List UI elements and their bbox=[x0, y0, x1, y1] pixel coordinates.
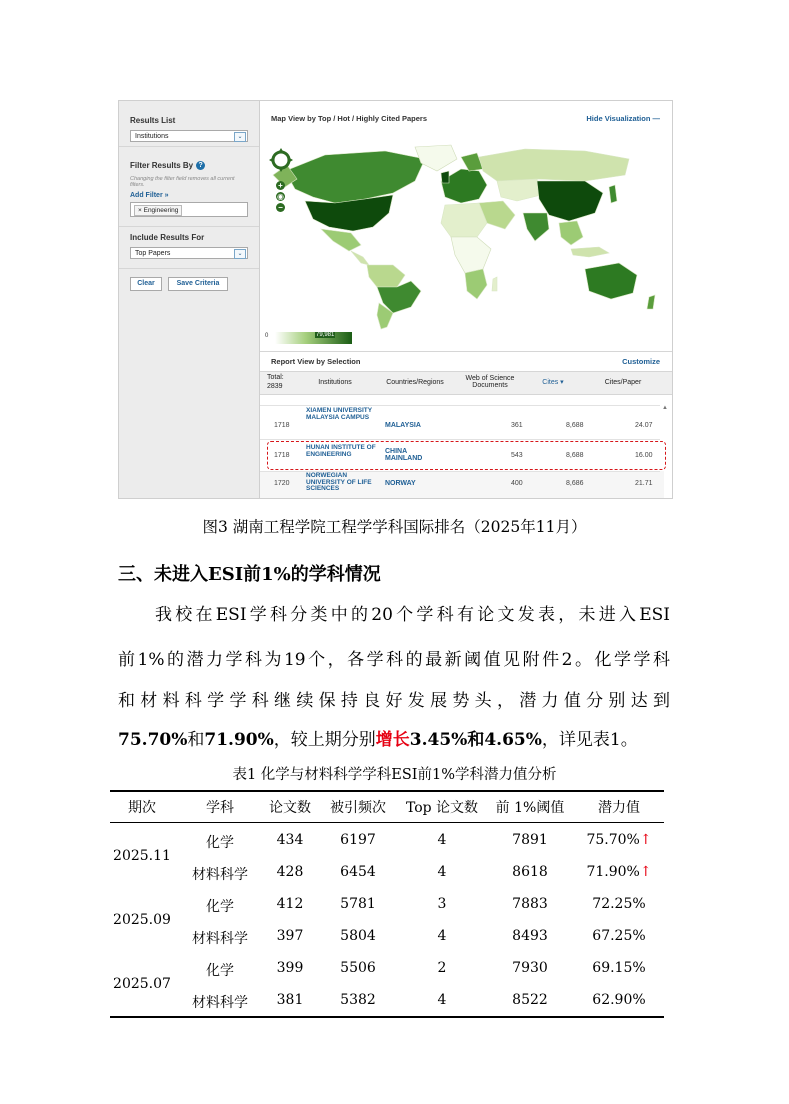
period-cell: 2025.07 bbox=[113, 976, 171, 992]
top-cell: 4 bbox=[437, 832, 447, 848]
cites-cell: 6454 bbox=[340, 864, 376, 880]
row1-cites-per-paper: 24.07 bbox=[635, 422, 653, 429]
mat-potential: 71.90% bbox=[204, 730, 274, 750]
papers-cell: 399 bbox=[276, 960, 304, 976]
chem-growth: 3.45% bbox=[409, 730, 468, 750]
row2-institution[interactable]: HUNAN INSTITUTE OF ENGINEERING bbox=[306, 444, 376, 458]
add-filter-link[interactable]: Add Filter » bbox=[130, 192, 169, 199]
total-label-text: Total: bbox=[267, 374, 284, 381]
map-region-madagascar bbox=[492, 277, 497, 291]
sidebar bbox=[119, 101, 260, 498]
filter-chip-box bbox=[130, 202, 248, 217]
map-region-southeast-asia bbox=[559, 221, 583, 245]
map-region-central-asia bbox=[497, 179, 541, 201]
cites-cell: 6197 bbox=[340, 832, 376, 848]
total-value: 2839 bbox=[267, 383, 283, 390]
include-select[interactable] bbox=[130, 247, 248, 259]
report-title: Report View by Selection bbox=[271, 357, 361, 366]
hide-visualization-label: Hide Visualization bbox=[586, 114, 651, 123]
row3-country[interactable]: NORWAY bbox=[385, 480, 416, 487]
top-cell: 4 bbox=[437, 992, 447, 1008]
subject-cell: 化学 bbox=[206, 963, 234, 979]
hide-visualization-link[interactable] bbox=[586, 114, 660, 123]
potential-cell: 67.25% bbox=[592, 928, 646, 944]
remove-icon[interactable]: × bbox=[138, 207, 142, 214]
paragraph-line-2: 前1%的潜力学科为19个，各学科的最新阈值见附件2。化学学科 bbox=[118, 650, 670, 670]
row2-cites: 8,688 bbox=[566, 452, 584, 459]
filter-label bbox=[130, 161, 205, 170]
row3-cites-per-paper: 21.71 bbox=[635, 480, 653, 487]
table-header-rule bbox=[110, 822, 664, 823]
map-region-uk bbox=[441, 171, 449, 183]
chevron-down-icon[interactable]: ⌄ bbox=[234, 132, 246, 142]
row3-cites: 8,686 bbox=[566, 480, 584, 487]
map-region-mexico bbox=[321, 229, 361, 251]
text-compared: ，较上期分别 bbox=[273, 730, 376, 750]
potential-value: 71.90% bbox=[586, 864, 640, 880]
scroll-up-icon[interactable]: ▲ bbox=[662, 405, 668, 411]
subject-cell: 材料科学 bbox=[192, 867, 248, 883]
papers-cell: 397 bbox=[276, 928, 304, 944]
map-region-japan bbox=[609, 185, 617, 203]
clear-button[interactable]: Clear bbox=[130, 277, 162, 291]
results-list-value: Institutions bbox=[135, 133, 169, 140]
period-cell: 2025.11 bbox=[113, 848, 171, 864]
papers-cell: 428 bbox=[276, 864, 304, 880]
row-divider bbox=[260, 405, 660, 406]
threshold-cell: 8618 bbox=[512, 864, 548, 880]
subject-cell: 化学 bbox=[206, 899, 234, 915]
chem-potential: 75.70% bbox=[118, 730, 188, 750]
results-list-section bbox=[119, 101, 259, 147]
row3-institution[interactable]: NORWEGIAN UNIVERSITY OF LIFE SCIENCES bbox=[306, 472, 372, 492]
threshold-cell: 8522 bbox=[512, 992, 548, 1008]
arrow-up-icon: ↑ bbox=[639, 864, 652, 880]
text-and: 和 bbox=[187, 730, 205, 750]
figure-caption: 图3 湖南工程学院工程学学科国际排名（2025年11月） bbox=[202, 518, 587, 536]
row1-docs: 361 bbox=[511, 422, 523, 429]
filter-section bbox=[119, 146, 259, 227]
row1-country[interactable]: MALAYSIA bbox=[385, 422, 421, 429]
potential-value: 75.70% bbox=[586, 832, 640, 848]
top-cell: 4 bbox=[437, 928, 447, 944]
col-institutions[interactable]: Institutions bbox=[318, 379, 352, 386]
cites-cell: 5506 bbox=[340, 960, 376, 976]
potential-cell bbox=[576, 864, 662, 880]
text-and-2: 和 bbox=[467, 730, 485, 750]
threshold-cell: 7930 bbox=[512, 960, 548, 976]
row2-cites-per-paper: 16.00 bbox=[635, 452, 653, 459]
include-section bbox=[119, 226, 259, 269]
table-title: 表1 化学与材料科学学科ESI前1%学科潜力值分析 bbox=[232, 767, 557, 783]
potential-cell: 69.15% bbox=[592, 960, 646, 976]
map-region-north-africa bbox=[441, 203, 487, 237]
help-icon[interactable]: ? bbox=[196, 161, 205, 170]
results-list-label: Results List bbox=[130, 116, 176, 125]
minus-icon: — bbox=[652, 114, 660, 123]
cites-cell: 5781 bbox=[340, 896, 376, 912]
map-region-indonesia bbox=[571, 247, 609, 257]
paragraph-line-4 bbox=[118, 725, 670, 750]
row2-docs: 543 bbox=[511, 452, 523, 459]
papers-cell: 381 bbox=[276, 992, 304, 1008]
map-region-central-africa bbox=[451, 237, 491, 273]
map-region-australia bbox=[585, 263, 637, 299]
include-label: Include Results For bbox=[130, 233, 205, 242]
paragraph-line-3: 和材料科学学科继续保持良好发展势头，潜力值分别达到 bbox=[118, 691, 670, 711]
chevron-down-icon[interactable]: ⌄ bbox=[234, 249, 246, 259]
top-cell: 2 bbox=[437, 960, 447, 976]
map-region-canada bbox=[285, 151, 425, 203]
col-cites[interactable] bbox=[533, 379, 573, 386]
row1-rank: 1718 bbox=[274, 422, 290, 429]
period-cell: 2025.09 bbox=[113, 912, 171, 928]
row2-rank: 1718 bbox=[274, 452, 290, 459]
zoom-out-icon[interactable]: − bbox=[276, 203, 285, 212]
papers-cell: 412 bbox=[276, 896, 304, 912]
header-potential: 潜力值 bbox=[598, 800, 640, 816]
save-criteria-button[interactable]: Save Criteria bbox=[168, 277, 228, 291]
sort-desc-icon: ▾ bbox=[558, 379, 564, 386]
pan-control-icon[interactable] bbox=[269, 147, 293, 173]
mat-growth: 4.65% bbox=[484, 730, 542, 750]
growth-highlight: 增长 bbox=[375, 730, 410, 750]
papers-cell: 434 bbox=[276, 832, 304, 848]
results-list-select[interactable] bbox=[130, 130, 248, 142]
header-period: 期次 bbox=[128, 800, 156, 816]
col-wos-documents[interactable]: Web of Science Documents bbox=[465, 375, 515, 389]
cites-cell: 5804 bbox=[340, 928, 376, 944]
header-threshold: 前 1%阈值 bbox=[495, 800, 565, 816]
map-region-russia bbox=[479, 149, 629, 181]
potential-cell: 72.25% bbox=[592, 896, 646, 912]
esi-screenshot bbox=[118, 100, 673, 499]
filter-chip-label: Engineering bbox=[143, 207, 179, 214]
filter-chip-engineering[interactable] bbox=[134, 205, 182, 216]
row1-cites: 8,688 bbox=[566, 422, 584, 429]
top-cell: 3 bbox=[437, 896, 447, 912]
map-region-central-america bbox=[351, 251, 369, 265]
legend-gradient bbox=[275, 332, 352, 344]
map-region-southern-africa bbox=[465, 269, 487, 299]
header-top: Top 论文数 bbox=[405, 800, 479, 816]
legend-min: 0 bbox=[265, 333, 269, 339]
map-region-new-zealand bbox=[647, 295, 655, 309]
potential-cell: 62.90% bbox=[592, 992, 646, 1008]
threshold-cell: 8493 bbox=[512, 928, 548, 944]
header-cites: 被引频次 bbox=[330, 800, 386, 816]
map-region-scandinavia bbox=[461, 153, 483, 171]
include-value: Top Papers bbox=[135, 250, 171, 257]
col-cites-per-paper[interactable]: Cites/Paper bbox=[604, 379, 642, 386]
map-title: Map View by Top / Hot / Highly Cited Papers bbox=[271, 114, 427, 123]
row2-country[interactable]: CHINA MAINLAND bbox=[385, 448, 423, 462]
filter-note: Changing the filter field removes all current filters. bbox=[130, 176, 235, 188]
col-cites-label: Cites bbox=[542, 379, 559, 386]
map-region-india bbox=[523, 213, 549, 241]
globe-icon[interactable]: ◉ bbox=[277, 192, 284, 201]
world-map[interactable] bbox=[265, 141, 665, 331]
row-divider bbox=[260, 439, 660, 440]
threshold-cell: 7891 bbox=[512, 832, 548, 848]
row3-docs: 400 bbox=[511, 480, 523, 487]
subject-cell: 材料科学 bbox=[192, 995, 248, 1011]
row3-rank: 1720 bbox=[274, 480, 290, 487]
text-see-table: ，详见表1。 bbox=[541, 730, 638, 750]
section-heading: 三、未进入ESI前1%的学科情况 bbox=[118, 564, 381, 585]
legend-max: 79,981 bbox=[316, 332, 335, 338]
potential-cell bbox=[576, 832, 662, 848]
filter-label-text: Filter Results By bbox=[130, 161, 194, 170]
header-papers: 论文数 bbox=[269, 800, 311, 816]
col-countries[interactable]: Countries/Regions bbox=[386, 379, 444, 386]
subject-cell: 化学 bbox=[206, 835, 234, 851]
paragraph-line-1: 我校在ESI学科分类中的20个学科有论文发表，未进入ESI bbox=[155, 605, 670, 625]
arrow-up-icon: ↑ bbox=[639, 832, 652, 848]
top-cell: 4 bbox=[437, 864, 447, 880]
customize-link[interactable]: Customize bbox=[622, 357, 660, 366]
header-subject: 学科 bbox=[206, 800, 234, 816]
row1-institution[interactable]: XIAMEN UNIVERSITY MALAYSIA CAMPUS bbox=[306, 407, 372, 421]
table-bottom-rule bbox=[110, 1016, 664, 1018]
map-region-south-america-north bbox=[367, 265, 405, 287]
cites-cell: 5382 bbox=[340, 992, 376, 1008]
highlight-box bbox=[267, 441, 666, 470]
table-top-rule bbox=[110, 790, 664, 792]
threshold-cell: 7883 bbox=[512, 896, 548, 912]
zoom-in-icon[interactable]: + bbox=[276, 181, 285, 190]
subject-cell: 材料科学 bbox=[192, 931, 248, 947]
total-label bbox=[267, 374, 284, 390]
